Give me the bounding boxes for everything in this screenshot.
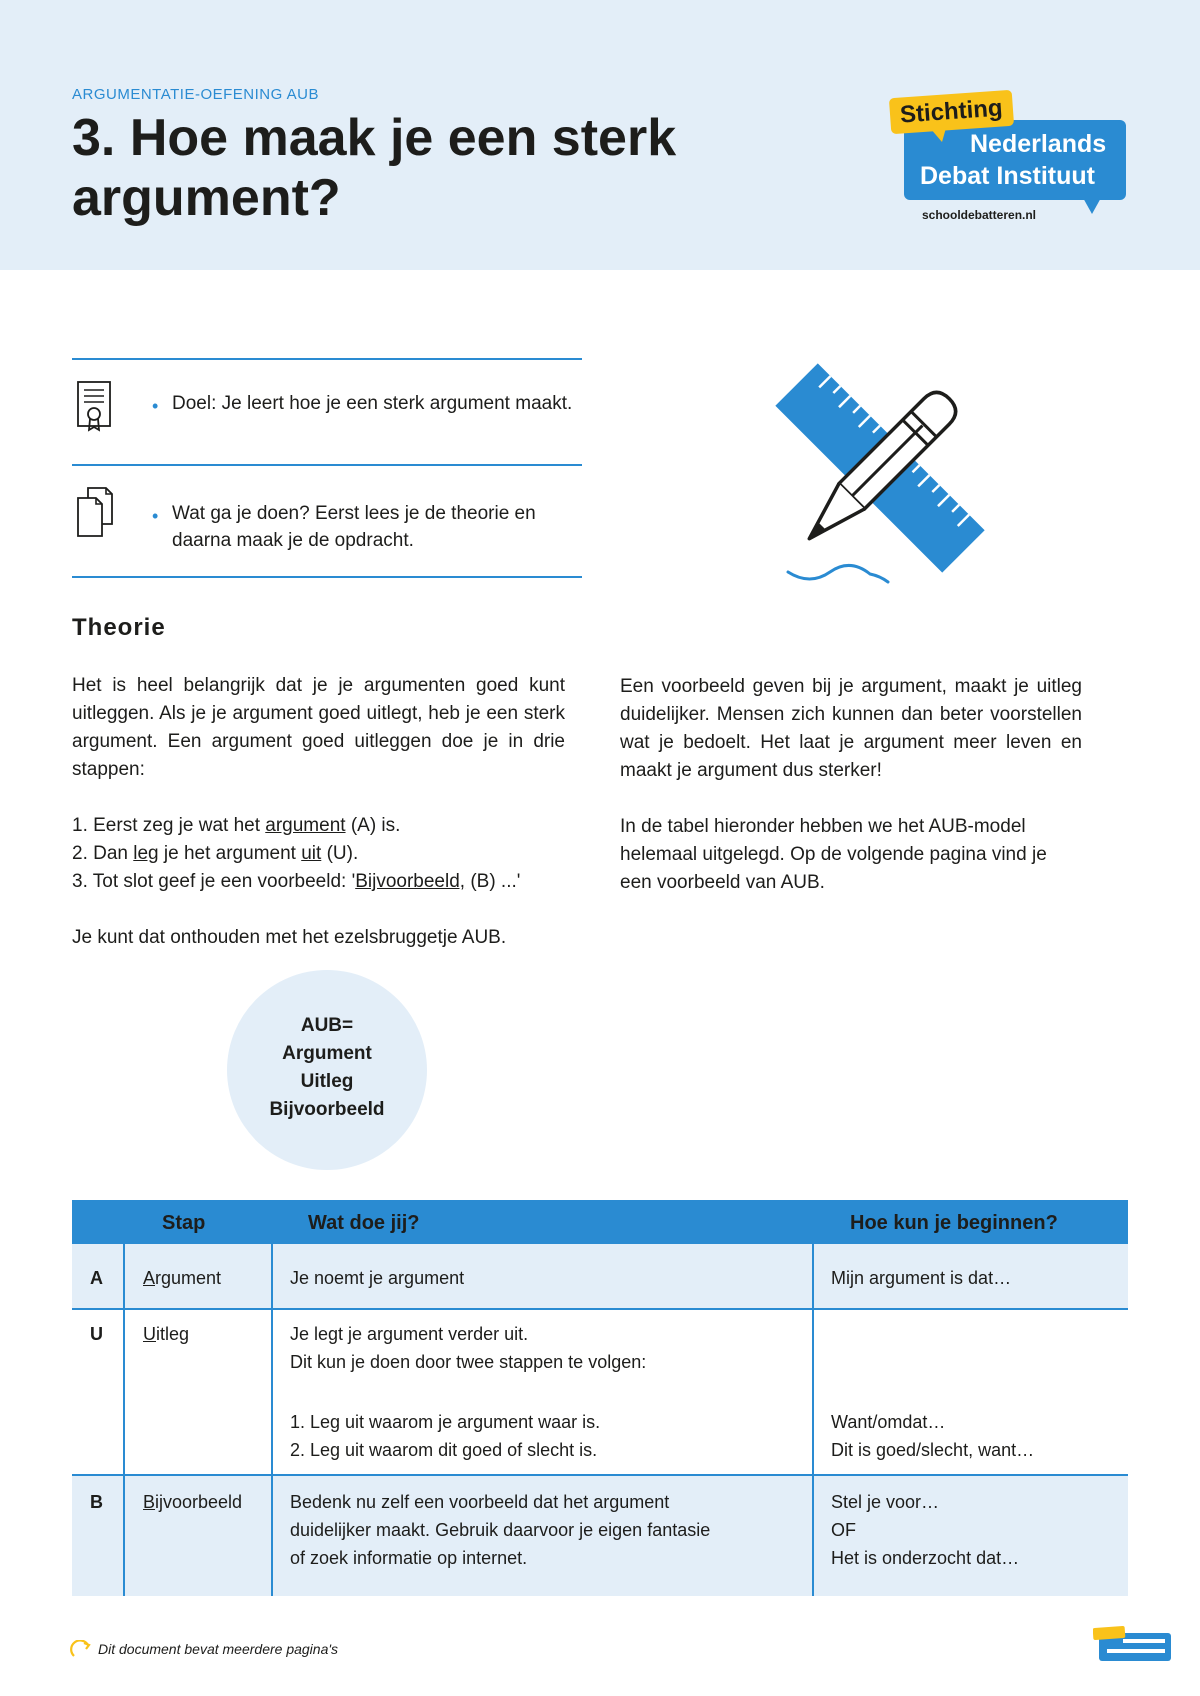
step-1: 1. Eerst zeg je wat het argument (A) is. [72, 815, 401, 836]
aub-circle [227, 970, 427, 1170]
column-divider [812, 1244, 814, 1596]
aub-circle-text: AUB= Argument Uitleg Bijvoorbeeld [269, 1015, 385, 1120]
step-3: 3. Tot slot geef je een voorbeeld: 'Bijvoorbeeld, (B) ...' [72, 871, 521, 892]
bullet: • [152, 396, 159, 416]
ruler-pencil-illustration [770, 350, 990, 590]
row-letter: A [90, 1268, 103, 1288]
certificate-icon [76, 380, 114, 434]
goal-text: Wat ga je doen? Eerst lees je de theorie en daarna maak je de opdracht. [172, 503, 536, 551]
row-what: Je legt je argument verder uit. Dit kun je doen door twee stappen te volgen: 1. Leg uit waarom je argument waar is. 2. Leg uit waarom dit goed of slecht is. [290, 1324, 647, 1460]
table-row-b [72, 1476, 1128, 1596]
row-how: Want/omdat… Dit is goed/slecht, want… [831, 1412, 1035, 1460]
header-wat: Wat doe jij? [308, 1212, 420, 1234]
header-hoe: Hoe kun je beginnen? [850, 1212, 1058, 1234]
goal-row-doel [72, 358, 582, 464]
steps-list [72, 812, 565, 896]
row-step: Bijvoorbeeld [143, 1492, 243, 1512]
row-how: Mijn argument is dat… [831, 1268, 1012, 1288]
row-letter: U [90, 1324, 103, 1344]
row-what: Bedenk nu zelf een voorbeeld dat het argument duidelijker maakt. Gebruik daarvoor je eigen fantasie of zoek informatie op internet. [290, 1492, 711, 1568]
footer-note: Dit document bevat meerdere pagina's [98, 1641, 339, 1657]
column-divider [123, 1244, 125, 1596]
section-title-theorie: Theorie [72, 614, 166, 641]
goal-row-wat [72, 464, 582, 578]
mini-logo-icon [1093, 1625, 1173, 1665]
header-band [0, 0, 1200, 270]
table-row-a [72, 1244, 1128, 1308]
logo-blue-tail [1082, 196, 1102, 214]
table-row-u [72, 1310, 1128, 1474]
row-what: Je noemt je argument [290, 1268, 465, 1288]
kicker: ARGUMENTATIE-OEFENING AUB [72, 86, 319, 103]
table-header [72, 1200, 1128, 1244]
bullet: • [152, 506, 159, 526]
page-title: 3. Hoe maak je een sterk argument? [72, 109, 677, 227]
row-divider [72, 1308, 1128, 1310]
documents-icon [76, 486, 114, 540]
row-letter: B [90, 1492, 103, 1512]
logo-line-1: Nederlands [970, 130, 1107, 158]
theory-right-column [620, 673, 1082, 897]
theory-right-p1: Een voorbeeld geven bij je argument, maakt je uitleg duidelijker. Mensen zich kunnen dan beter voorstellen wat je bedoelt. Het laat je argument meer leven en maakt je argument dus sterker! [620, 676, 1082, 781]
theory-left-column [72, 672, 565, 952]
theory-outro: Je kunt dat onthouden met het ezelsbruggetje AUB. [72, 927, 507, 948]
column-divider [271, 1244, 273, 1596]
ndi-logo [890, 86, 1130, 226]
row-step: Argument [143, 1268, 222, 1288]
page-turn-icon [70, 1640, 94, 1664]
logo-line-2: Debat Instituut [920, 162, 1095, 190]
goal-text: Doel: Je leert hoe je een sterk argument maakt. [172, 393, 573, 414]
row-how: Stel je voor… OF Het is onderzocht dat… [831, 1492, 1020, 1568]
step-2: 2. Dan leg je het argument uit (U). [72, 843, 359, 864]
row-divider [72, 1474, 1128, 1476]
logo-url: schooldebatteren.nl [922, 208, 1037, 222]
logo-stichting: Stichting [889, 90, 1014, 134]
theory-intro: Het is heel belangrijk dat je je argumenten goed kunt uitleggen. Als je je argument goed uitlegt, heb je een sterk argument. Een argument goed uitleggen doe je in drie stappen: [72, 675, 565, 780]
row-step: Uitleg [143, 1324, 190, 1344]
header-stap: Stap [162, 1212, 206, 1234]
theory-right-p2: In de tabel hieronder hebben we het AUB-model helemaal uitgelegd. Op de volgende pagina vind je een voorbeeld van AUB. [620, 816, 1047, 893]
